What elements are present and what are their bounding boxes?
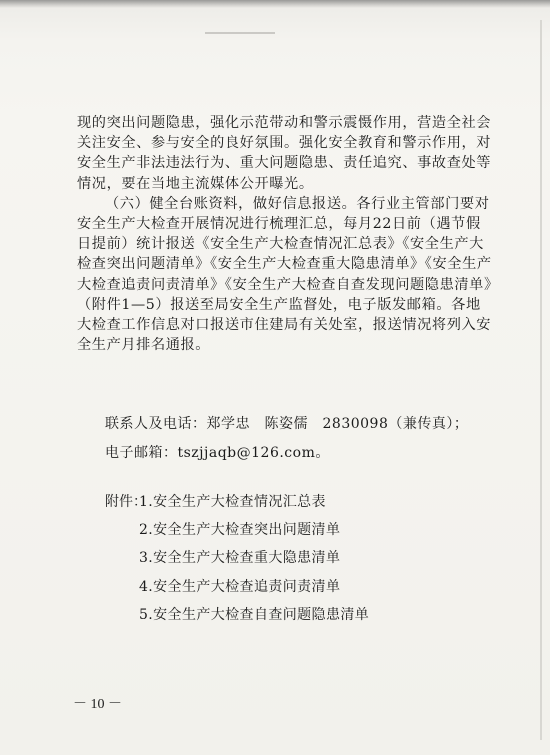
- contact-email: 电子邮箱：tszjjaqb@126.com。: [105, 445, 330, 461]
- body-paragraphs: [77, 113, 499, 355]
- body-line: 检查突出问题清单》《安全生产大检查重大隐患清单》《安全生产: [77, 256, 492, 273]
- attachments-label: 附件：: [105, 494, 147, 510]
- header-smudge: [205, 32, 275, 34]
- body-line: 现的突出问题隐患，强化示范带动和警示震慑作用，营造全社会: [77, 115, 492, 131]
- body-line-section-heading: （六）健全台账资料，做好信息报送。各行业主管部门要对: [105, 195, 490, 212]
- attachment-item: 5.安全生产大检查自查问题隐患清单: [139, 607, 370, 623]
- attachment-item: 4.安全生产大检查追责问责清单: [139, 579, 341, 595]
- body-line: （附件1—5）报送至局安全生产监督处，电子版发邮箱。各地: [77, 296, 481, 313]
- attachment-item: 1.安全生产大检查情况汇总表: [139, 494, 326, 510]
- body-line: 情况，要在当地主流媒体公开曝光。: [77, 175, 314, 192]
- body-line: 安全生产非法违法行为、重大问题隐患、责任追究、事故查处等: [77, 155, 492, 172]
- scan-right-edge: [540, 20, 542, 740]
- scan-top-edge: [0, 0, 550, 8]
- attachment-item: 2.安全生产大检查突出问题清单: [139, 522, 341, 538]
- body-line: 大检查工作信息对口报送市住建局有关处室，报送情况将列入安: [77, 316, 492, 333]
- attachment-item: 3.安全生产大检查重大隐患清单: [139, 550, 341, 566]
- body-line: 关注安全、参与安全的良好氛围。强化安全教育和警示作用，对: [77, 135, 492, 152]
- body-line: 日提前）统计报送《安全生产大检查情况汇总表》《安全生产大: [77, 236, 484, 253]
- body-line: 安全生产大检查开展情况进行梳理汇总，每月22日前（遇节假: [77, 215, 481, 232]
- body-line: 大检查追责问责清单》《安全生产大检查自查发现问题隐患清单》: [77, 276, 499, 293]
- contact-phone: 联系人及电话：郑学忠 陈姿儒 2830098（兼传真）；: [105, 416, 469, 432]
- page-number: － 10 －: [73, 697, 122, 712]
- body-line: 全生产月排名通报。: [77, 337, 211, 354]
